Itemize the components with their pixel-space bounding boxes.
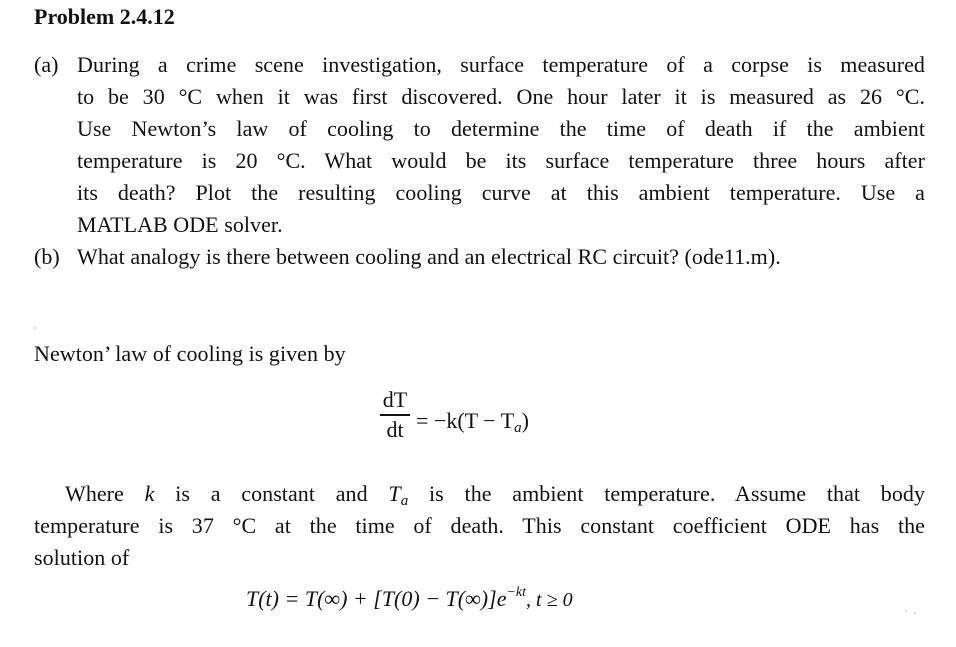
scan-speck: [34, 327, 36, 329]
where-text-2: is a constant and: [175, 481, 368, 506]
ode-numerator: dT: [382, 387, 408, 412]
ode-rhs-suffix: ): [521, 408, 529, 433]
fraction-bar: [380, 414, 410, 416]
where-line-1: [65, 481, 925, 510]
part-a-line-4: temperature is 20 °C. What would be its surface temperature three hours after: [77, 148, 925, 173]
part-a-label: (a): [34, 52, 59, 77]
part-a-line-1: During a crime scene investigation, surface temperature of a corpse is measured: [77, 52, 925, 77]
var-T: T: [388, 481, 401, 506]
part-a-line-5: its death? Plot the resulting cooling curve at this ambient temperature. Use a: [77, 180, 925, 205]
part-a-line-2: to be 30 °C when it was first discovered. One hour later it is measured as 26 °C.: [77, 84, 925, 109]
where-text-3: is the ambient temperature. Assume that body: [429, 481, 925, 506]
var-a-sub: a: [400, 493, 409, 509]
ode-rhs: [416, 408, 529, 437]
ode-rhs-sub: a: [514, 420, 522, 436]
where-line-3: solution of: [34, 545, 130, 570]
problem-title: Problem 2.4.12: [34, 4, 175, 29]
solution-condition: , t ≥ 0: [526, 589, 573, 611]
solution-exponent: −kt: [506, 585, 527, 600]
ode-denominator: dt: [386, 416, 404, 442]
scan-speck-3: [914, 612, 916, 614]
solution-equation: [246, 585, 573, 612]
where-word: Where: [65, 481, 124, 506]
newton-intro: Newton’ law of cooling is given by: [34, 341, 346, 366]
var-Ta: [388, 481, 409, 509]
scan-speck-2: [905, 610, 907, 612]
var-k: k: [144, 481, 155, 506]
where-line-2: temperature is 37 °C at the time of death. This constant coefficient ODE has the: [34, 513, 925, 538]
ode-fraction: [380, 388, 410, 442]
ode-rhs-prefix: = −k(T − T: [416, 408, 515, 433]
part-a-line-6: MATLAB ODE solver.: [77, 212, 283, 237]
part-b-label: (b): [34, 244, 60, 269]
part-a-line-3: Use Newton’s law of cooling to determine the time of death if the ambient: [77, 116, 925, 141]
solution-main: T(t) = T(∞) + [T(0) − T(∞)]e: [246, 586, 507, 611]
part-b-text: What analogy is there between cooling and an electrical RC circuit? (ode11.m).: [77, 244, 781, 269]
